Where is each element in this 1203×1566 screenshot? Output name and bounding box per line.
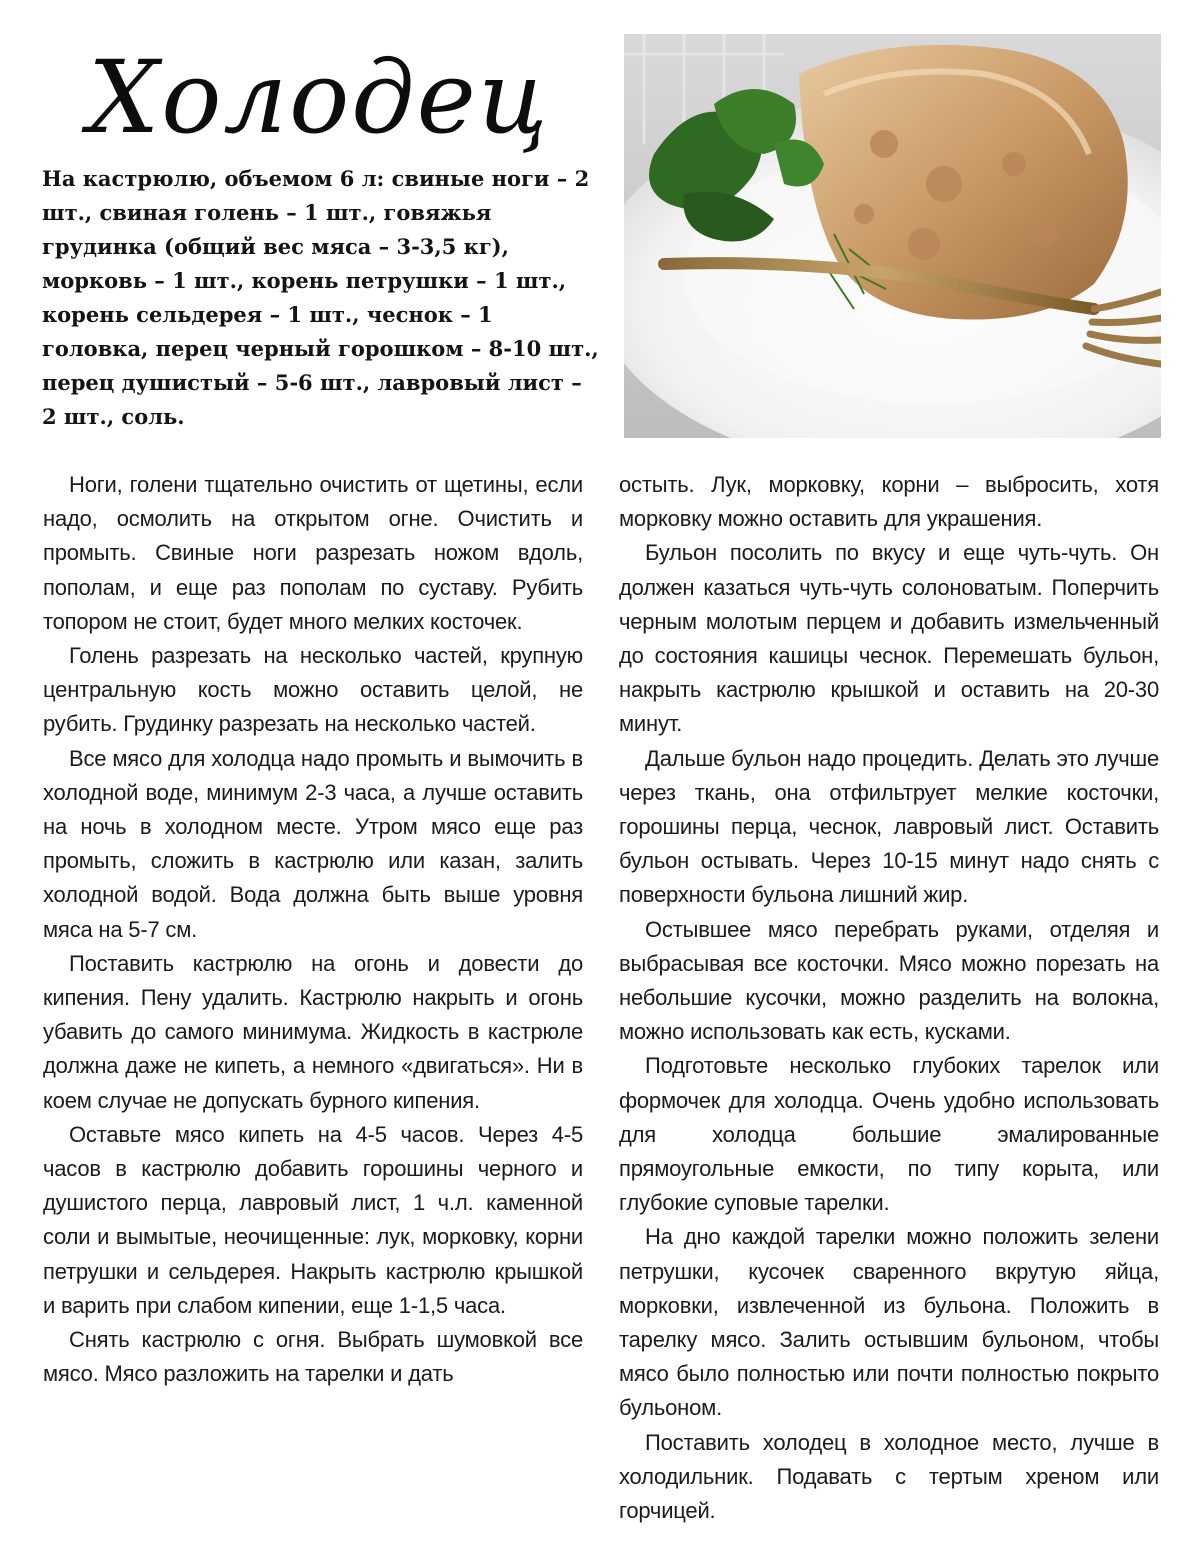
- instruction-paragraph: Все мясо для холодца надо промыть и вымочить в холодной воде, минимум 2-3 часа, а лучше оставить на ночь в холодном месте. Утром мясо еще раз промыть, сложить в кастрюлю или казан, залить холодной водой. Вода должна быть выше уровня мяса на 5-7 см.: [43, 745, 583, 942]
- instruction-paragraph: Ноги, голени тщательно очистить от щетины, если надо, осмолить на открытом огне. Очистить и промыть. Свиные ноги разрезать ножом вдоль, пополам, и еще раз пополам по суставу. Рубить топором не стоит, будет много мелких косточек.: [43, 472, 583, 634]
- instruction-paragraph: Бульон посолить по вкусу и еще чуть-чуть. Он должен казаться чуть-чуть солоноватым. Поперчить черным молотым перцем и добавить измельченный до состояния кашицы чеснок. Перемешать бульон, накрыть кастрюлю крышкой и оставить на 20-30 минут.: [619, 540, 1159, 737]
- dish-photo: [624, 34, 1161, 438]
- instruction-paragraph: Снять кастрюлю с огня. Выбрать шумовкой все мясо. Мясо разложить на тарелки и дать: [43, 1327, 583, 1387]
- instruction-paragraph: Поставить кастрюлю на огонь и довести до кипения. Пену удалить. Кастрюлю накрыть и огонь убавить до самого минимума. Жидкость в кастрюле должна даже не кипеть, а немного «двигаться». Ни в коем случае не допускать бурного кипения.: [43, 950, 583, 1113]
- instruction-paragraph: Поставить холодец в холодное место, лучше в холодильник. Подавать с тертым хреном или горчицей.: [619, 1429, 1159, 1524]
- instruction-paragraph: остыть. Лук, морковку, корни – выбросить, хотя морковку можно оставить для украшения.: [619, 472, 1159, 532]
- instructions-right-column: [619, 468, 1159, 1528]
- instruction-paragraph: Остывшее мясо перебрать руками, отделяя и выбрасывая все косточки. Мясо можно порезать на небольшие кусочки, можно разделить на волокна, можно использовать как есть, кусками.: [619, 916, 1159, 1045]
- instruction-paragraph: Оставьте мясо кипеть на 4-5 часов. Через 4-5 часов в кастрюлю добавить горошины черного и душистого перца, лавровый лист, 1 ч.л. каменной соли и вымытые, неочищенные: лук, морковку, корни петрушки и сельдерея. Накрыть кастрюлю крышкой и варить при слабом кипении, еще 1-1,5 часа.: [43, 1121, 583, 1318]
- instruction-paragraph: Подготовьте несколько глубоких тарелок или формочек для холодца. Очень удобно использовать для холодца большие эмалированные прямоугольные емкости, по типу корыта, или глубокие суповые тарелки.: [619, 1053, 1159, 1216]
- instruction-paragraph: На дно каждой тарелки можно положить зелени петрушки, кусочек сваренного вкрутую яйца, морковки, извлеченной из бульона. Положить в тарелку мясо. Залить остывшим бульоном, чтобы мясо было полностью или почти полностью покрыто бульоном.: [619, 1224, 1159, 1421]
- recipe-title: Холодец: [88, 39, 550, 156]
- ingredients-list: На кастрюлю, объемом 6 л: свиные ноги – 2 шт., свиная голень – 1 шт., говяжья грудинка (общий вес мяса – 3-3,5 кг), морковь – 1 шт., корень петрушки – 1 шт., корень сельдерея – 1 шт., чеснок – 1 головка, перец черный горошком – 8-10 шт., перец душистый – 5-6 шт., лавровый лист – 2 шт., соль.: [42, 166, 599, 429]
- instructions-left-column: [43, 468, 583, 1391]
- instruction-paragraph: Голень разрезать на несколько частей, крупную центральную кость можно оставить целой, не рубить. Грудинку разрезать на несколько частей.: [43, 643, 583, 737]
- jelly-on-plate-image: [624, 34, 1161, 438]
- instruction-paragraph: Дальше бульон надо процедить. Делать это лучше через ткань, она отфильтрует мелкие косточки, горошины перца, чеснок, лавровый лист. Оставить бульон остывать. Через 10-15 минут надо снять с поверхности бульона лишний жир.: [619, 745, 1159, 908]
